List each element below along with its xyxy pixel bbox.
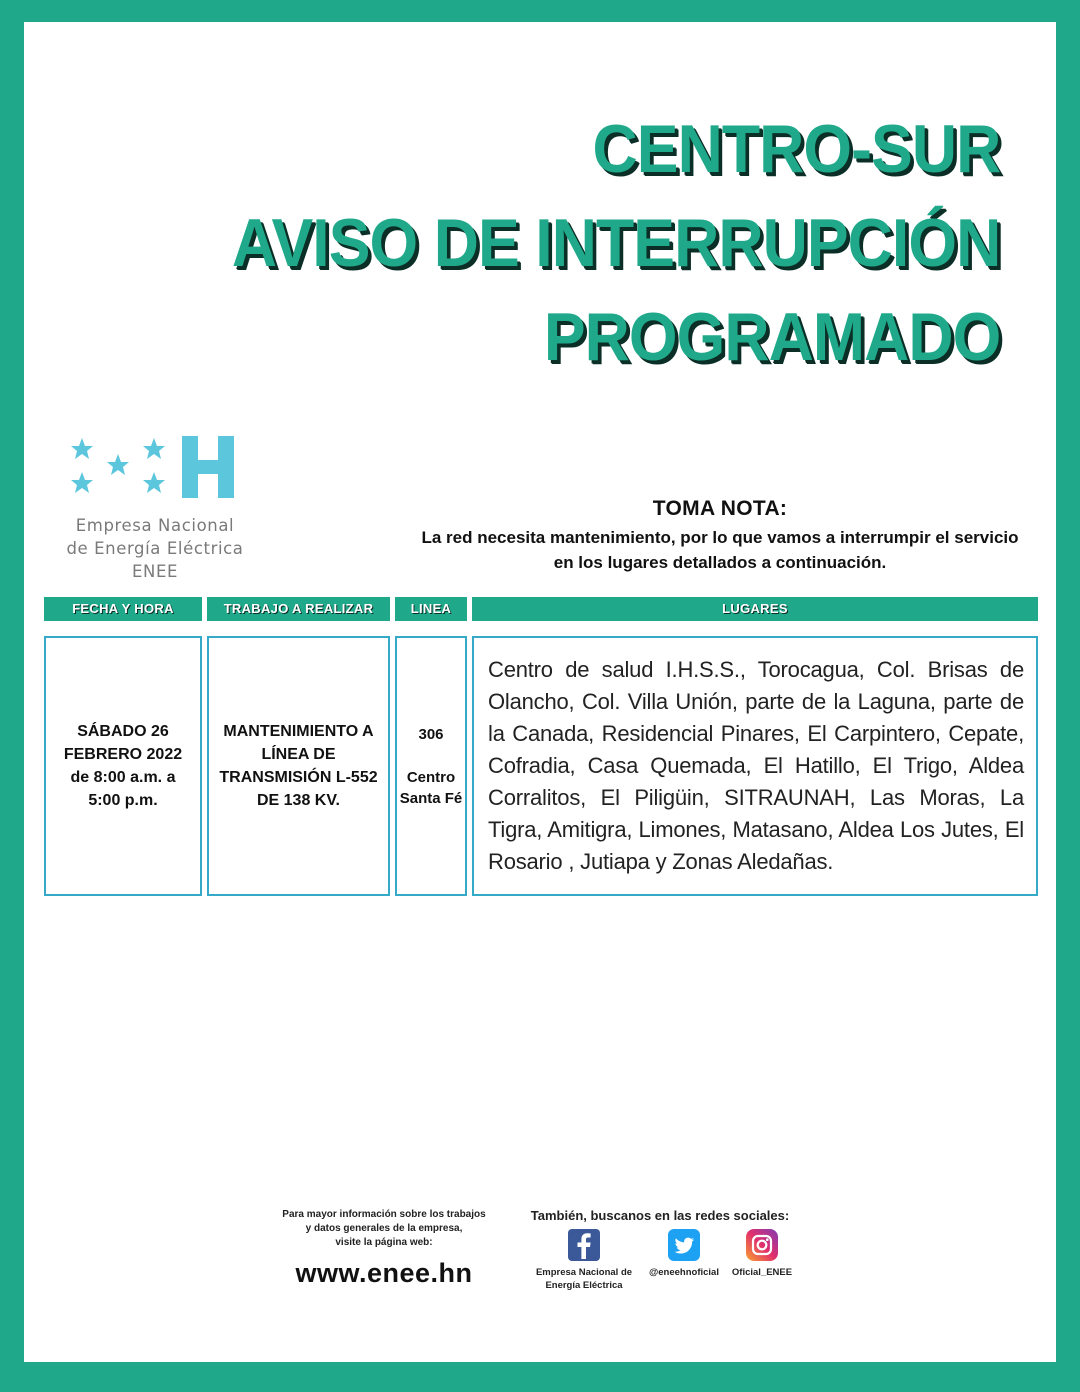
info-line: Para mayor información sobre los trabajos <box>282 1209 486 1220</box>
instagram-link[interactable] <box>702 1228 822 1279</box>
cell-fecha <box>44 636 202 896</box>
trabajo-line: MANTENIMIENTO A <box>223 723 374 740</box>
header-linea: LINEA <box>395 597 467 621</box>
facebook-label: Energía Eléctrica <box>545 1280 623 1291</box>
notice-title <box>231 102 1000 384</box>
cell-linea <box>395 636 467 896</box>
facebook-icon <box>567 1228 601 1262</box>
instagram-icon <box>745 1228 779 1262</box>
twitter-icon <box>667 1228 701 1262</box>
twitter-label: @eneehnoficial <box>649 1267 719 1278</box>
title-line-1: CENTRO-SUR <box>592 111 1000 187</box>
linea-name-line: Santa Fé <box>399 789 463 807</box>
website-link[interactable]: www.enee.hn <box>295 1258 473 1288</box>
fecha-line: FEBRERO 2022 <box>63 746 183 763</box>
enee-logo <box>40 430 270 580</box>
header-trabajo: TRABAJO A REALIZAR <box>207 597 390 621</box>
linea-number: 306 <box>418 725 444 743</box>
note-line-2: en los lugares detallados a continuación. <box>553 553 887 572</box>
footer-info <box>274 1208 494 1250</box>
instagram-label: Oficial_ENEE <box>731 1267 793 1278</box>
fecha-line: SÁBADO 26 <box>77 723 169 740</box>
info-line: visite la página web: <box>335 1237 433 1248</box>
trabajo-line: LÍNEA DE <box>261 746 336 763</box>
honduras-h-logo-icon <box>66 434 266 504</box>
notice-page <box>24 22 1056 1362</box>
cell-trabajo <box>207 636 390 896</box>
social-title: También, buscanos en las redes sociales: <box>530 1208 790 1223</box>
facebook-label: Empresa Nacional de <box>535 1267 633 1278</box>
fecha-line: 5:00 p.m. <box>88 792 158 809</box>
header-lugares: LUGARES <box>472 597 1038 621</box>
info-line: y datos generales de la empresa, <box>305 1223 463 1234</box>
title-line-2: AVISO DE INTERRUPCIÓN <box>231 205 1000 281</box>
linea-name-line: Centro <box>406 768 456 786</box>
header-fecha: FECHA Y HORA <box>44 597 202 621</box>
logo-text-line-1: Empresa Nacional <box>75 516 235 535</box>
title-line-3: PROGRAMADO <box>543 299 1000 375</box>
trabajo-line: TRANSMISIÓN L-552 <box>219 769 378 786</box>
note-title: TOMA NOTA: <box>652 497 788 520</box>
toma-nota <box>402 497 1038 575</box>
fecha-line: de 8:00 a.m. a <box>70 769 176 786</box>
trabajo-line: DE 138 KV. <box>256 792 340 809</box>
logo-text-line-3: ENEE <box>131 562 179 581</box>
cell-lugares <box>472 636 1038 896</box>
logo-text-line-2: de Energía Eléctrica <box>66 539 244 558</box>
lugares-text: Centro de salud I.H.S.S., Torocagua, Col. Brisas de Olancho, Col. Villa Unión, parte de la Laguna, parte de la Canada, Residencial Pinares, El Carpintero, Cepate, Cofradia, Casa Quemada, El Hatillo, El Trigo, Aldea Corralitos, El Piligüin, SITRAUNAH, Las Moras, La Tigra, Amitigra, Limones, Matasano, Aldea Los Jutes, El Rosario , Jutiapa y Zonas Aledañas. <box>488 657 1024 874</box>
note-line-1: La red necesita mantenimiento, por lo que vamos a interrumpir el servicio <box>421 528 1019 547</box>
